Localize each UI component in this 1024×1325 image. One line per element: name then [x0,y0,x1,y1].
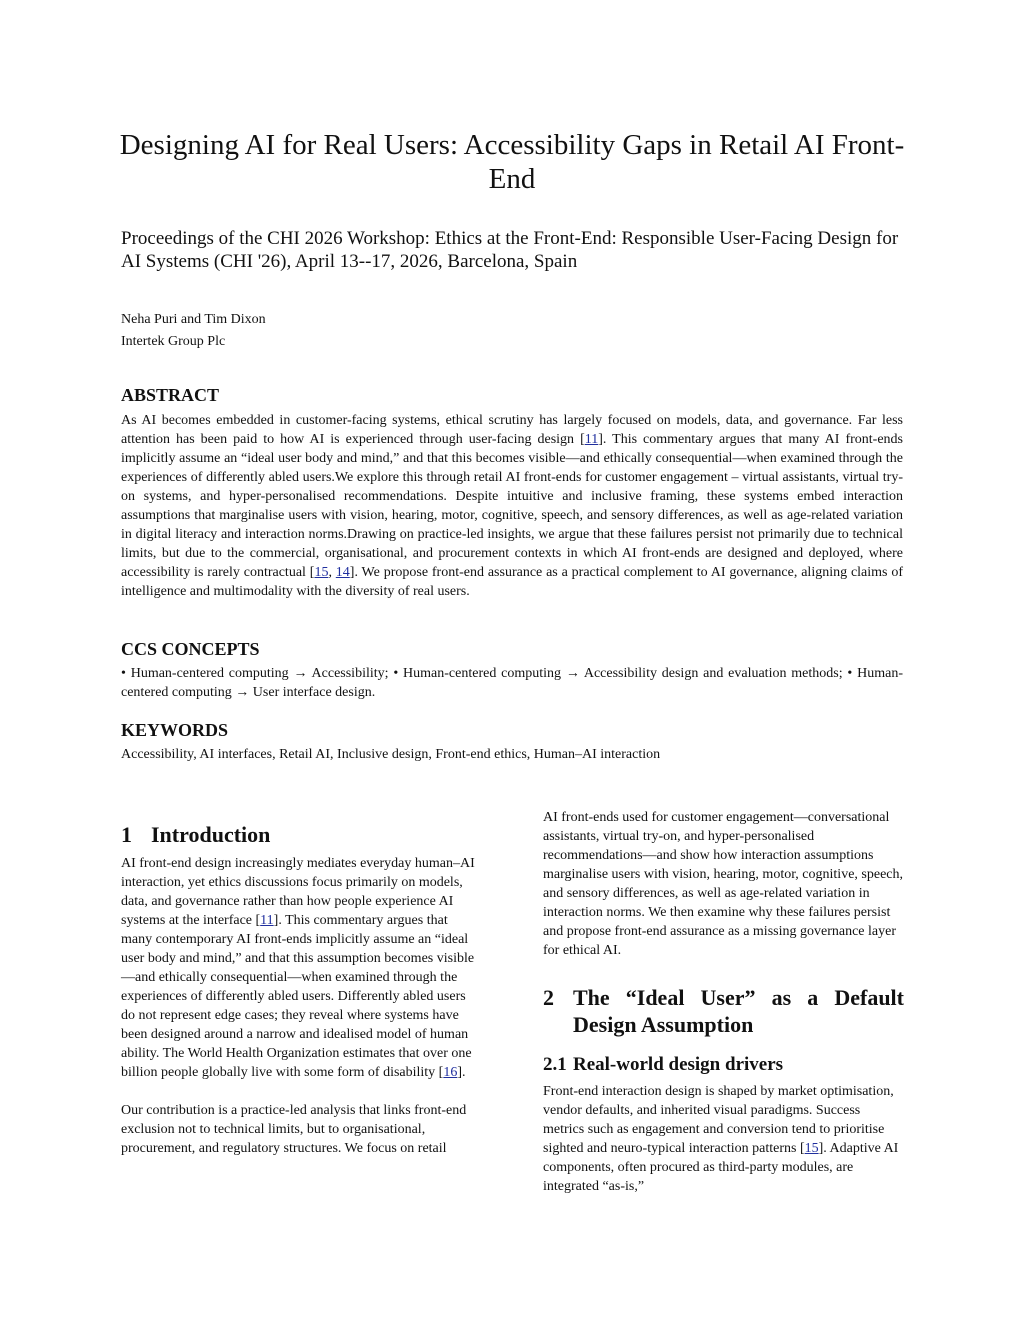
abstract-text [121,411,903,601]
intro-text-b: ]. This commentary argues that many contemporary AI front-ends implicitly assume an “ideal user body and mind,” and that this assumption becomes visible—and ethically consequential—when examined through the experiences of differently abled users. Differently abled users do not represent edge cases; they reveal where systems have been designed around a narrow and idealised model of human ability. The World Health Organization estimates that over one billion people globally live with some form of disability [ [121,913,475,1080]
keywords-text: Accessibility, AI interfaces, Retail AI, Inclusive design, Front-end ethics, Human–AI interaction [121,747,661,762]
section-title: The “Ideal User” as a Default Design Assumption [573,985,904,1037]
citation-link[interactable]: 16 [443,1065,458,1080]
section-2-paragraph [543,1082,904,1196]
subsection-title: Real-world design drivers [573,1054,784,1075]
left-column [121,821,479,1158]
intro-text-a: AI front-end design increasingly mediates everyday human–AI interaction, yet ethics discussions focus primarily on models, data, and governance rather than how people experience AI systems at the interface [ [121,856,475,928]
section-title: Introduction [151,822,271,847]
right-column [543,808,904,1196]
citation-link[interactable]: 15 [314,565,329,580]
abstract-text-c: ]. We propose front-end assurance as a practical complement to AI governance, aligning claims of intelligence and multimodality with the diversity of real users. [121,565,904,599]
subsection-2-1-heading [543,1053,904,1077]
intro-paragraph-1 [121,854,479,1082]
author-affiliation: Intertek Group Plc [121,334,226,349]
citation-link[interactable]: 14 [335,565,350,580]
intro-paragraph-2: Our contribution is a practice-led analysis that links front-end exclusion not to technical limits, but to organisational, procurement, and regulatory structures. We focus on retail [121,1103,467,1156]
abstract-heading: ABSTRACT [121,385,220,405]
section-2-heading [543,984,904,1038]
section-2-text-a: Front-end interaction design is shaped by market optimisation, vendor defaults, and inherited visual paradigms. Success metrics such as engagement and conversion tend to prioritise sighted and neuro-typical interaction patterns [ [543,1084,894,1156]
paper-title: Designing AI for Real Users: Accessibility Gaps in Retail AI Front-End [119,129,905,195]
section-number: 1 [121,822,132,847]
ccs-heading: CCS CONCEPTS [121,639,260,659]
keywords-heading: KEYWORDS [121,720,229,740]
citation-link[interactable]: 11 [260,913,274,928]
section-1-heading [121,821,479,848]
venue-line: Proceedings of the CHI 2026 Workshop: Ethics at the Front-End: Responsible User-Facing Design for AI Systems (CHI '26), April 13--17, 2026, Barcelona, Spain [121,228,899,272]
ccs-text: • Human-centered computing → Accessibility; • Human-centered computing → Accessibility design and evaluation methods; • Human-centered computing → User interface design. [121,666,903,700]
subsection-number: 2.1 [543,1054,567,1075]
abstract-text-b: ]. This commentary argues that many AI front-ends implicitly assume an “ideal user body and mind,” and that this becomes visible—and ethically consequential—when examined through the experiences of differently abled users.We explore this through retail AI front-ends for customer engagement – virtual assistants, virtual try-on systems, and hyper-personalised recommendations. Despite intuitive and inclusive framing, these systems embed interaction assumptions that marginalise users with vision, hearing, motor, cognitive, speech, and sensory differences, as well as age-related variation in digital literacy and interaction norms.Drawing on practice-led insights, we argue that these failures persist not primarily due to technical limits, but due to the commercial, organisational, and procurement contexts in which AI front-ends are designed and deployed, where accessibility is rarely contractual [ [121,432,903,580]
author-names: Neha Puri and Tim Dixon [121,312,266,327]
section-number: 2 [543,985,554,1010]
citation-link[interactable]: 11 [584,432,599,447]
intro-paragraph-3: AI front-ends used for customer engagement—conversational assistants, virtual try-on, and hyper-personalised recommendations—and show how interaction assumptions marginalise users with vision, hearing, motor, cognitive, speech, and sensory differences, as well as age-related variation in interaction norms. We then examine why these failures persist and propose front-end assurance as a missing governance layer for ethical AI. [543,810,903,958]
abstract-text-a: As AI becomes embedded in customer-facing systems, ethical scrutiny has largely focused on models, data, and governance. Far less attention has been paid to how AI is experienced through user-facing design [ [121,413,903,447]
section-2-text-b: ]. Adaptive AI components, often procured as third-party modules, are integrated “as-is,” [543,1141,899,1194]
citation-link[interactable]: 15 [804,1141,819,1156]
citation-separator: , [328,565,336,580]
intro-text-c: ]. [457,1065,466,1080]
